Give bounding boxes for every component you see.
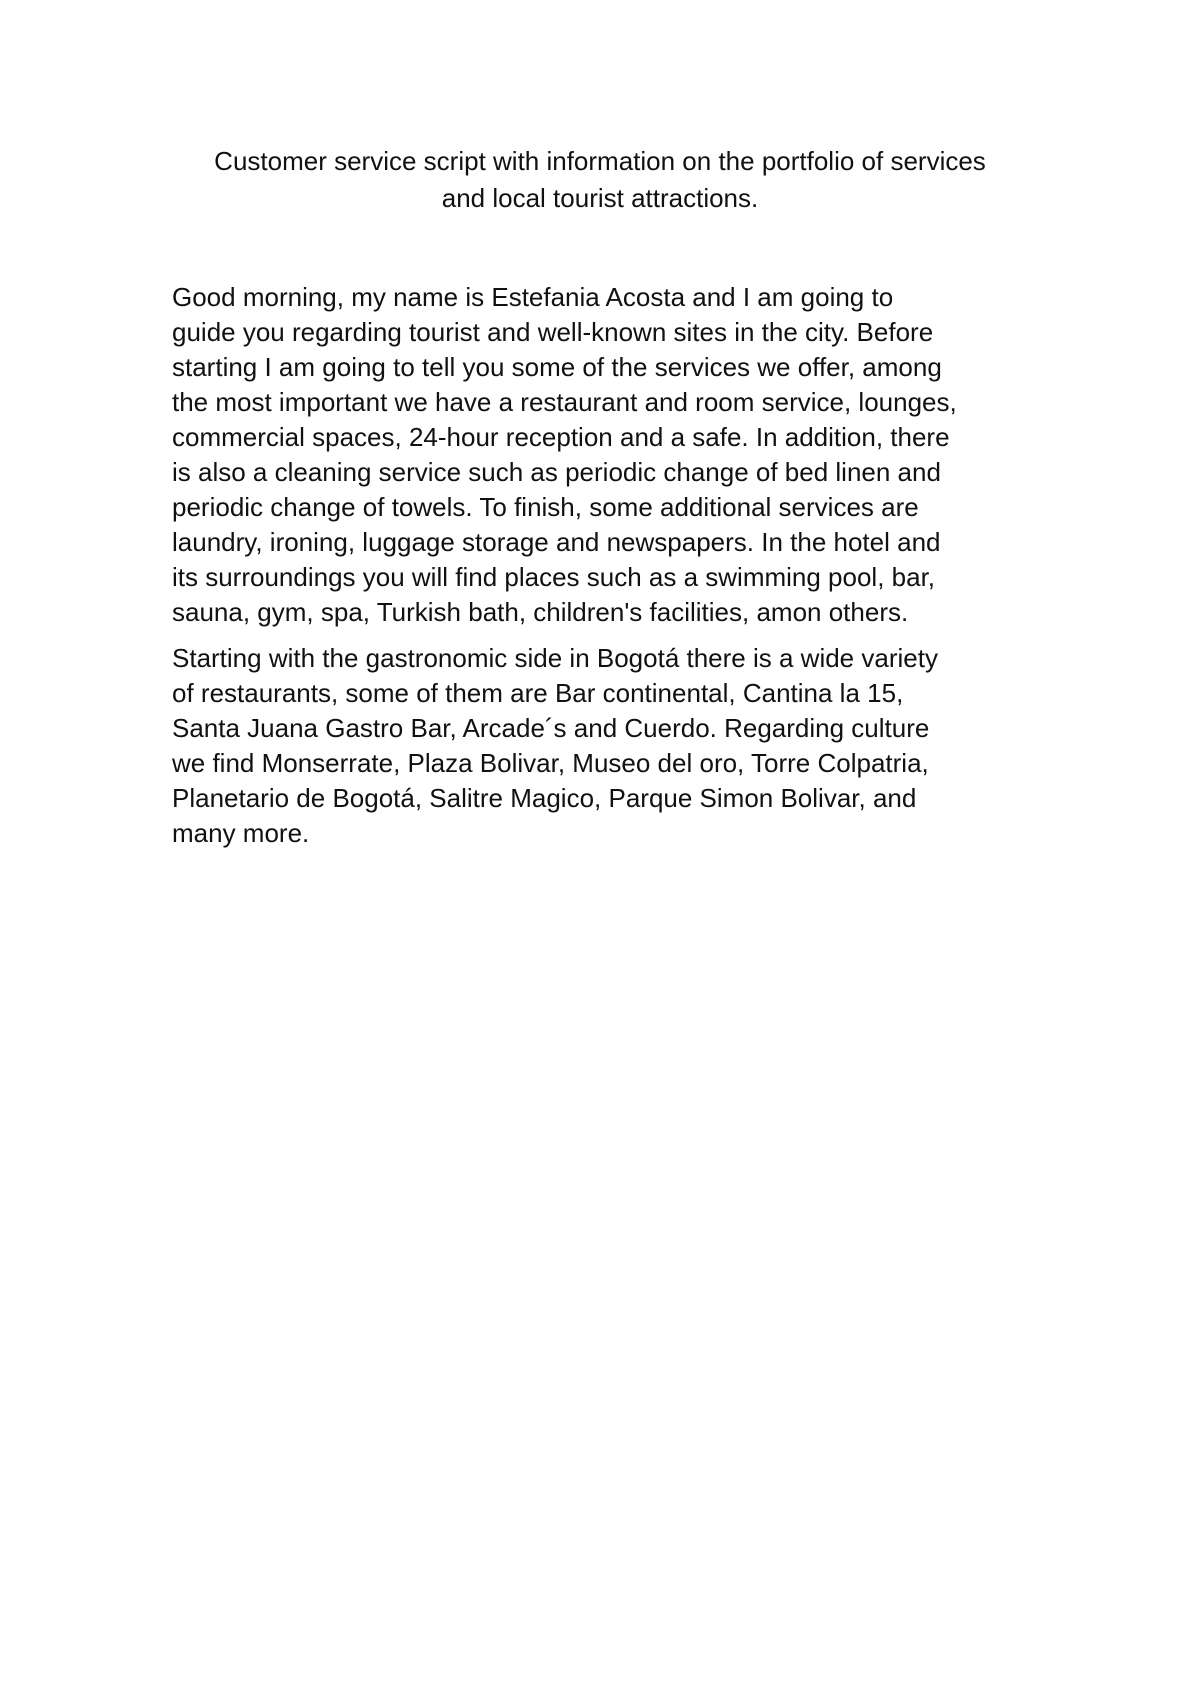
title-line: and local tourist attractions. [441,183,759,213]
text-line: the most important we have a restaurant and room service, lounges, [172,387,957,417]
paragraph-services [172,280,1032,630]
text-line: Starting with the gastronomic side in Bogotá there is a wide variety [172,643,938,673]
text-line: guide you regarding tourist and well-known sites in the city. Before [172,317,934,347]
text-line: we find Monserrate, Plaza Bolivar, Museo del oro, Torre Colpatria, [172,748,929,778]
text-line: many more. [172,818,310,848]
text-line: sauna, gym, spa, Turkish bath, children's facilities, amon others. [172,597,909,627]
title-line: Customer service script with information on the portfolio of services [214,146,986,176]
text-line: commercial spaces, 24-hour reception and a safe. In addition, there [172,422,950,452]
document-body [172,280,1032,862]
text-line: Good morning, my name is Estefania Acosta and I am going to [172,282,894,312]
text-line: Santa Juana Gastro Bar, Arcade´s and Cuerdo. Regarding culture [172,713,930,743]
text-line: laundry, ironing, luggage storage and newspapers. In the hotel and [172,527,941,557]
document-title [150,143,1050,217]
paragraph-attractions [172,641,1032,851]
text-line: starting I am going to tell you some of the services we offer, among [172,352,942,382]
text-line: is also a cleaning service such as periodic change of bed linen and [172,457,941,487]
text-line: of restaurants, some of them are Bar continental, Cantina la 15, [172,678,904,708]
text-line: its surroundings you will find places such as a swimming pool, bar, [172,562,936,592]
text-line: periodic change of towels. To finish, some additional services are [172,492,919,522]
text-line: Planetario de Bogotá, Salitre Magico, Parque Simon Bolivar, and [172,783,917,813]
